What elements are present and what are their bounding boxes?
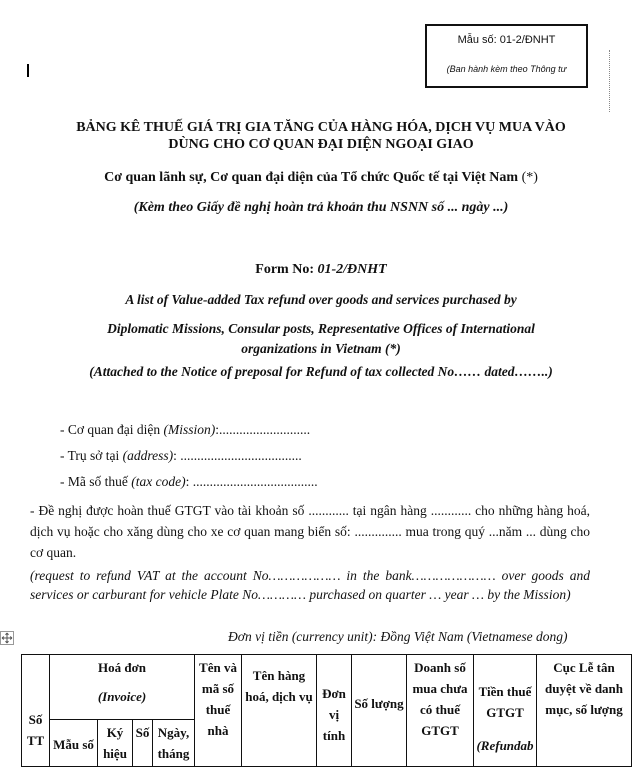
col-goods: Tên hàng hoá, dịch vụ (242, 655, 317, 767)
agency-text: Cơ quan lãnh sự, Cơ quan đại diện của Tổ chức Quốc tế tại Việt Nam (104, 170, 519, 185)
tax-code-field (60, 474, 318, 490)
col-invoice-vi: Hoá đơn (97, 660, 147, 675)
form-number-line (0, 262, 642, 278)
stamp-dash (502, 86, 532, 87)
refund-request-vi: - Đề nghị được hoàn thuế GTGT vào tài khoản số ............ tại ngân hàng ............ cho những hàng hoá, dịch vụ hoặc cho xăng dùng cho xe cơ quan mang biển số: .............. mua trong quý ...năm ... dùng cho cơ quan. (30, 503, 590, 560)
stamp-issued-note: (Ban hành kèm theo Thông tư (446, 64, 567, 74)
col-number: Số (133, 720, 153, 767)
tax-fill: : ..................................... (185, 474, 318, 489)
mission-field (60, 422, 310, 438)
col-revenue: Doanh số mua chưa có thuế GTGT (407, 655, 474, 767)
form-stamp-box (425, 24, 588, 88)
col-dept: Cục Lễ tân duyệt về danh mục, số lượng (537, 655, 632, 767)
title-en-line3: organizations in Vietnam (*) (241, 341, 401, 356)
mission-label: - Cơ quan đại diện (60, 422, 164, 437)
col-symbol: Ký hiệu (98, 720, 133, 767)
tax-en: (tax code) (131, 474, 186, 489)
title-en-line1: A list of Value-added Tax refund over goods and services purchased by (125, 292, 517, 307)
stamp-form-label: Mẫu số: 01-2/ĐNHT (457, 34, 556, 46)
title-en-block (0, 319, 642, 359)
address-label: - Trụ sở tại (60, 448, 123, 463)
mission-en: (Mission) (163, 422, 216, 437)
col-unit: Đơn vị tính (317, 655, 352, 767)
currency-unit: Đơn vị tiền (currency unit): Đồng Việt Nam (Vietnamese dong) (228, 629, 568, 644)
refund-table (21, 654, 632, 767)
col-quantity: Số lượng (352, 655, 407, 767)
title-en-line2: Diplomatic Missions, Consular posts, Representative Offices of International (107, 321, 535, 336)
margin-guide (609, 50, 610, 112)
form-number: 01-2/ĐNHT (317, 262, 387, 277)
agency-mark: (*) (521, 170, 538, 185)
col-tax-en: (Refundab (476, 738, 534, 753)
form-prefix: Form No: (255, 262, 318, 277)
tax-label: - Mã số thuế (60, 474, 132, 489)
address-en: (address) (122, 448, 174, 463)
col-date: Ngày, tháng (153, 720, 195, 767)
col-tax-vi: Tiền thuế GTGT (478, 684, 532, 720)
agency-line (0, 170, 642, 186)
col-form-no: Mẫu số (50, 720, 98, 767)
title-vi (0, 119, 642, 153)
mission-fill: :........................... (215, 422, 311, 437)
col-invoice (50, 655, 195, 720)
attached-vi: (Kèm theo Giấy đề nghị hoàn trả khoản thu NSNN số ... ngày ...) (133, 200, 509, 215)
address-fill: : .................................... (173, 448, 302, 463)
move-handle-icon[interactable] (0, 631, 14, 645)
attached-en: (Attached to the Notice of preposal for Refund of tax collected No…… dated……..) (89, 364, 553, 379)
title-vi-line2: DÙNG CHO CƠ QUAN ĐẠI DIỆN NGOẠI GIAO (168, 137, 474, 152)
title-vi-line1: BẢNG KÊ THUẾ GIÁ TRỊ GIA TĂNG CỦA HÀNG HÓA, DỊCH VỤ MUA VÀO (76, 120, 566, 135)
refund-request-en: (request to refund VAT at the account No……………… in the bank………………… over goods and services or carburant for vehicle Plate No………… purchased on quarter … year … by the Mission) (30, 568, 590, 602)
address-field (60, 448, 302, 464)
text-cursor (27, 64, 29, 77)
col-invoice-en: (Invoice) (97, 689, 147, 704)
col-stt: Số TT (22, 655, 50, 767)
col-seller: Tên và mã số thuế nhà (195, 655, 242, 767)
